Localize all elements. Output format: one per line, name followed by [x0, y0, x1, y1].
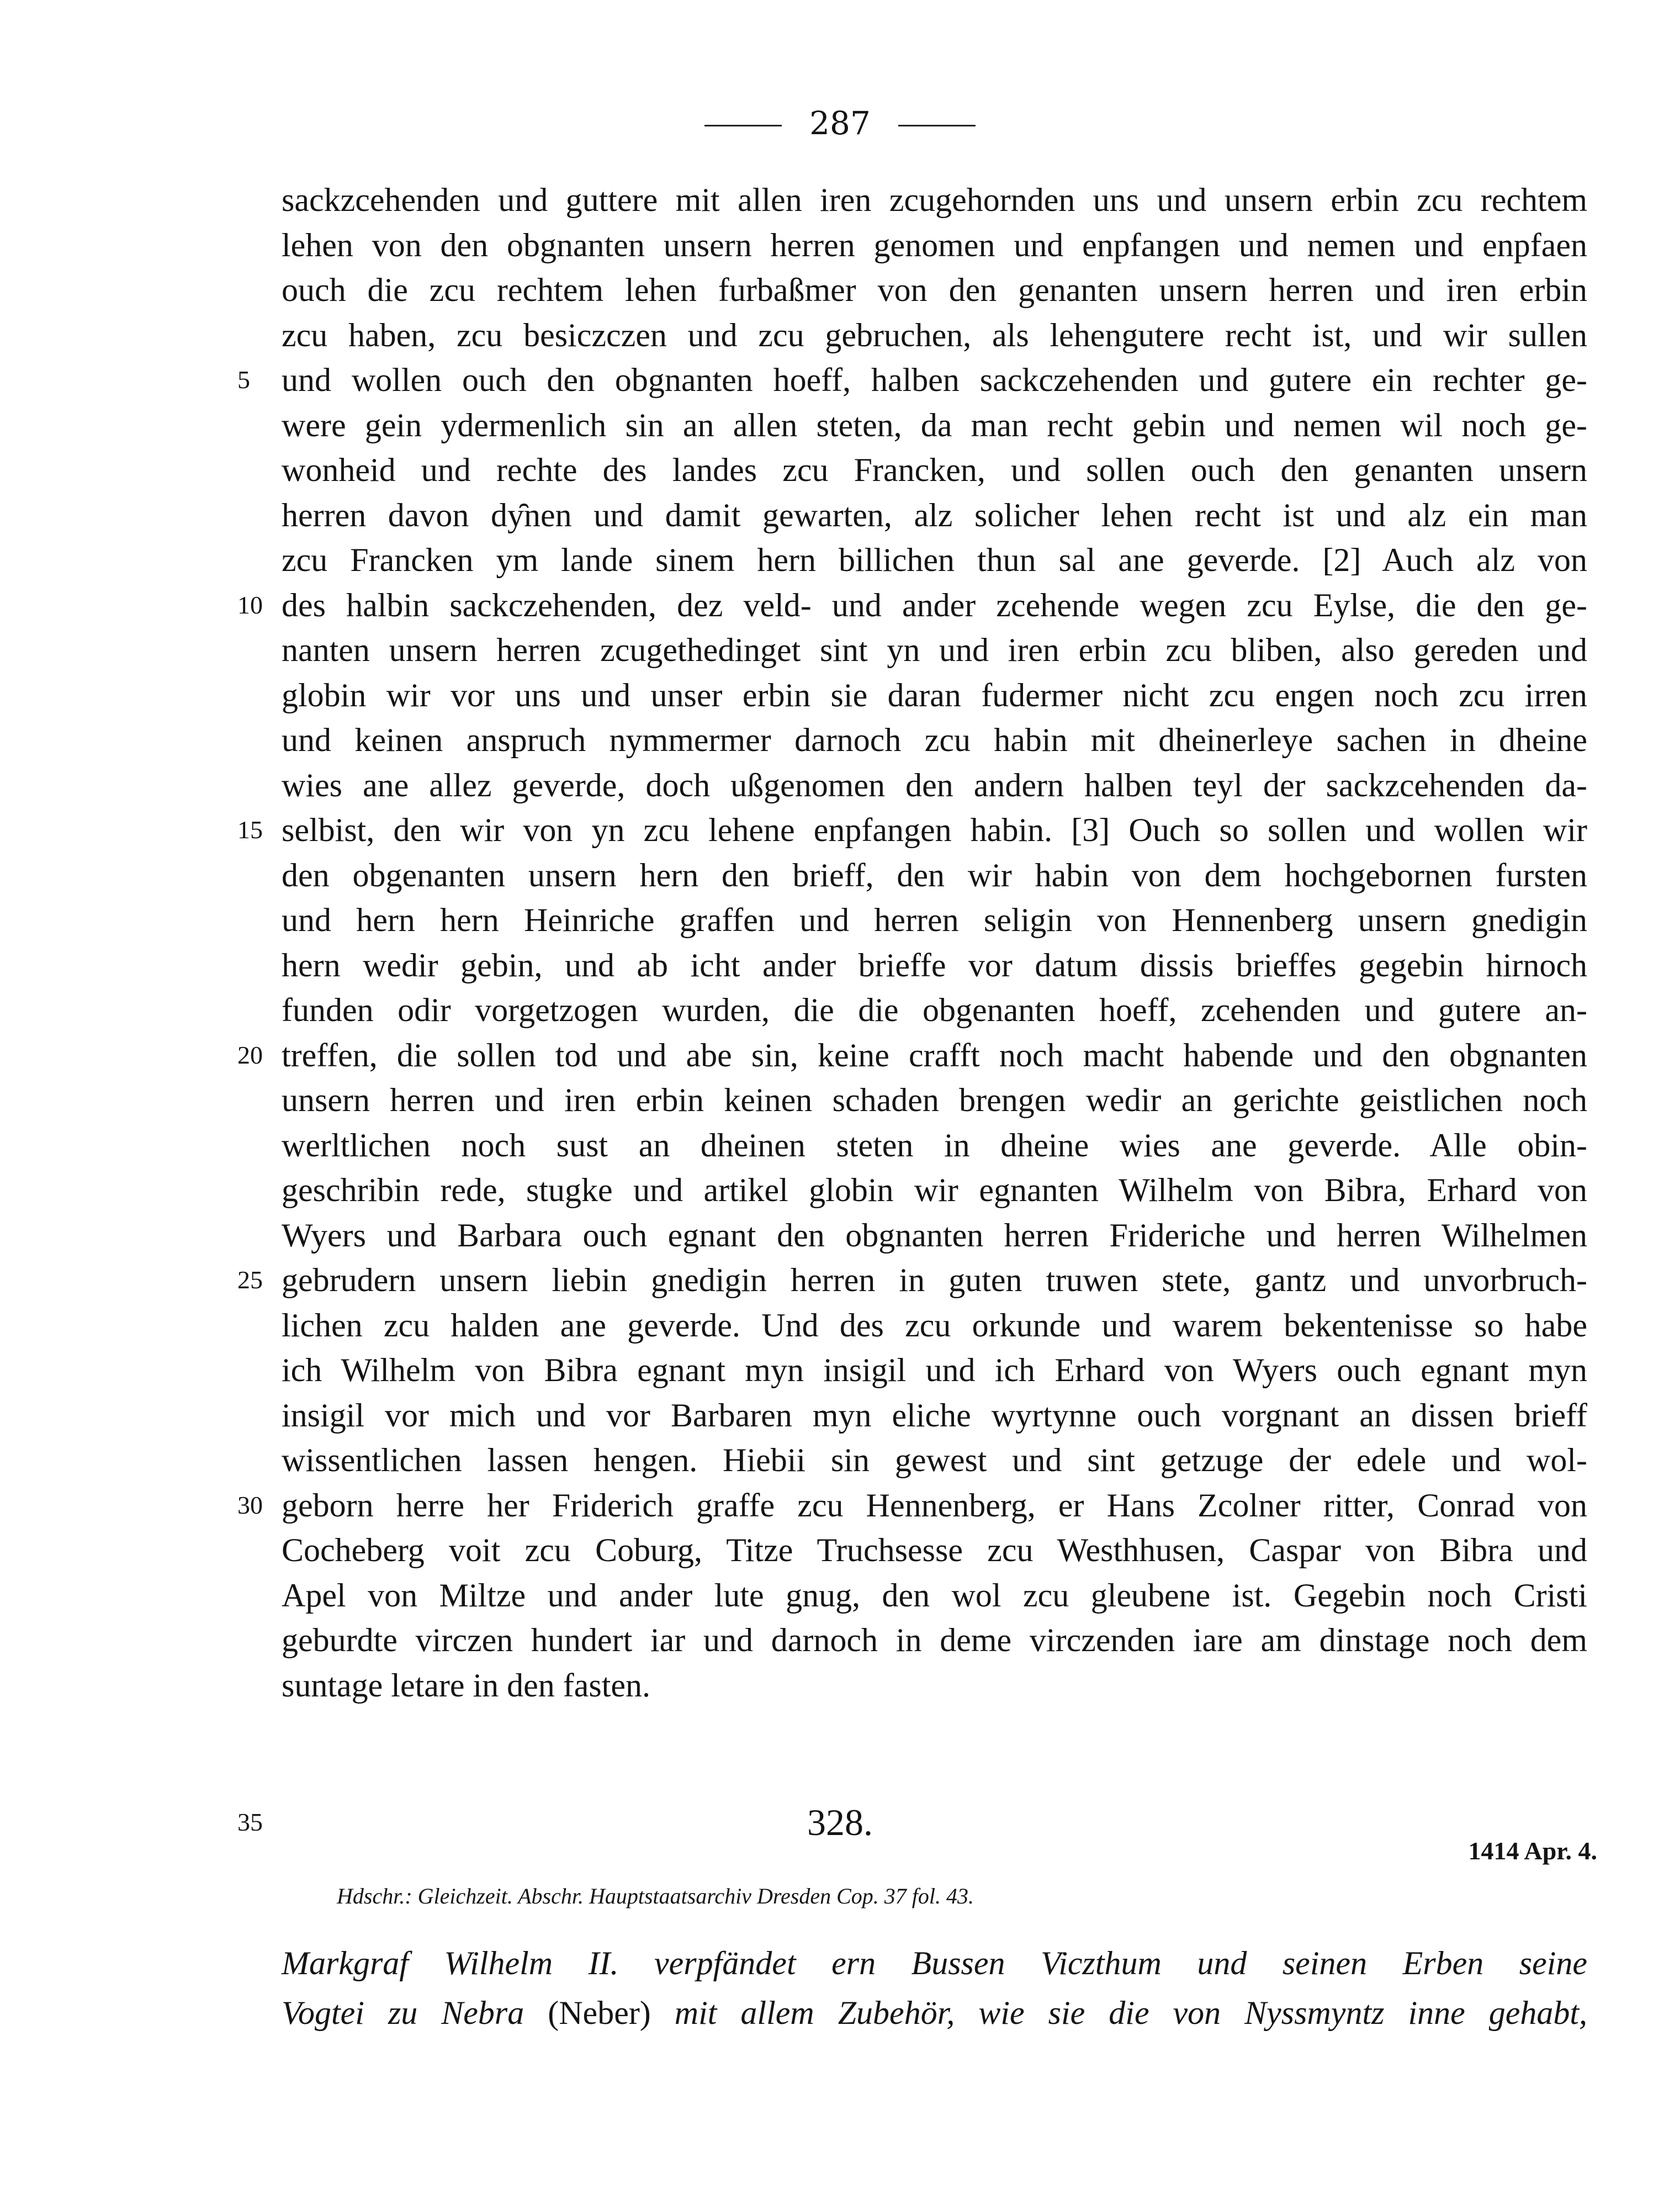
line-number: 30 — [237, 1491, 263, 1519]
body-line: insigil vor mich und vor Barbaren myn eliche wyrtynne ouch vorgnant an dissen brieff — [282, 1397, 1587, 1434]
body-line: Cocheberg voit zcu Coburg, Titze Truchsesse zcu Westhhusen, Caspar von Bibra und — [282, 1532, 1587, 1568]
body-line: geborn herre her Friderich graffe zcu Hennenberg, er Hans Zcolner ritter, Conrad von — [282, 1487, 1587, 1524]
body-line: lehen von den obgnanten unsern herren genomen und enpfangen und nemen und enpfaen — [282, 227, 1587, 263]
body-line: sackzcehenden und guttere mit allen iren zcugehornden uns und unsern erbin zcu rechtem — [282, 182, 1587, 218]
body-line: lichen zcu halden ane geverde. Und des zcu orkunde und warem bekentenisse so habe — [282, 1307, 1587, 1344]
body-line: funden odir vorgetzogen wurden, die die obgenanten hoeff, zcehenden und gutere an- — [282, 992, 1587, 1028]
body-line: wies ane allez geverde, doch ußgenomen den andern halben teyl der sackzcehenden da- — [282, 767, 1587, 803]
body-line: gebrudern unsern liebin gnedigin herren in guten truwen stete, gantz und unvorbruch- — [282, 1262, 1587, 1298]
source-note: Hdschr.: Gleichzeit. Abschr. Hauptstaatsarchiv Dresden Cop. 37 fol. 43. — [337, 1884, 974, 1908]
page-number: 287 — [809, 104, 871, 142]
regest-line-2-end: mit allem Zubehör, wie sie die von Nyssmyntz inne gehabt, — [674, 1995, 1588, 2031]
body-line: were gein ydermenlich sin an allen steten, da man recht gebin und nemen wil noch ge- — [282, 407, 1587, 443]
body-line: und hern hern Heinriche graffen und herren seligin von Hennenberg unsern gnedigin — [282, 902, 1587, 938]
document-number: 328. — [807, 1801, 873, 1843]
header-rule-left — [704, 125, 782, 126]
line-number: 5 — [237, 366, 250, 394]
line-number: 10 — [237, 591, 263, 619]
line-number: 25 — [237, 1266, 263, 1294]
body-line: hern wedir gebin, und ab icht ander brieffe vor datum dissis brieffes gegebin hirnoch — [282, 947, 1587, 984]
body-line: ouch die zcu rechtem lehen furbaßmer von den genanten unsern herren und iren erbin — [282, 272, 1587, 308]
line-number-35: 35 — [237, 1808, 263, 1836]
body-line: zcu Francken ym lande sinem hern billichen thun sal ane geverde. [2] Auch alz von — [282, 542, 1587, 578]
body-line: Wyers und Barbara ouch egnant den obgnanten herren Frideriche und herren Wilhelmen — [282, 1217, 1587, 1254]
body-line: wonheid und rechte des landes zcu Francken, und sollen ouch den genanten unsern — [282, 452, 1587, 488]
line-number: 15 — [237, 816, 263, 844]
body-line: zcu haben, zcu besiczczen und zcu gebruchen, als lehengutere recht ist, und wir sullen — [282, 317, 1587, 353]
body-line: werltlichen noch sust an dheinen steten in dheine wies ane geverde. Alle obin- — [282, 1127, 1587, 1164]
document-date: 1414 Apr. 4. — [1468, 1837, 1597, 1865]
regest-line-2 — [282, 1988, 1587, 2038]
body-line: herren davon dy̑nen und damit gewarten, alz solicher lehen recht ist und alz ein man — [282, 497, 1587, 533]
body-line: den obgenanten unsern hern den brieff, den wir habin von dem hochgebornen fursten — [282, 857, 1587, 893]
regest-line-1: Markgraf Wilhelm II. verpfändet ern Bussen Viczthum und seinen Erben seine — [282, 1945, 1587, 1981]
body-line: unsern herren und iren erbin keinen schaden brengen wedir an gerichte geistlichen noch — [282, 1082, 1587, 1118]
header-rule-right — [898, 125, 976, 126]
body-line: Apel von Miltze und ander lute gnug, den wol zcu gleubene ist. Gegebin noch Cristi — [282, 1577, 1587, 1614]
line-number: 20 — [237, 1041, 263, 1069]
body-line: ich Wilhelm von Bibra egnant myn insigil und ich Erhard von Wyers ouch egnant myn — [282, 1352, 1587, 1388]
body-line: globin wir vor uns und unser erbin sie daran fudermer nicht zcu engen noch zcu irren — [282, 677, 1587, 713]
regest-line-2-start: Vogtei zu Nebra — [282, 1995, 524, 2031]
body-line: suntage letare in den fasten. — [282, 1667, 651, 1704]
body-line: und wollen ouch den obgnanten hoeff, halben sackczehenden und gutere ein rechter ge- — [282, 362, 1587, 398]
body-line: selbist, den wir von yn zcu lehene enpfangen habin. [3] Ouch so sollen und wollen wir — [282, 812, 1587, 848]
body-line: und keinen anspruch nymmermer darnoch zcu habin mit dheinerleye sachen in dheine — [282, 722, 1587, 758]
body-line: treffen, die sollen tod und abe sin, keine crafft noch macht habende und den obgnanten — [282, 1037, 1587, 1074]
body-line: nanten unsern herren zcugethedinget sint yn und iren erbin zcu bliben, also gereden und — [282, 632, 1587, 668]
body-line: geburdte virczen hundert iar und darnoch in deme virczenden iare am dinstage noch dem — [282, 1622, 1587, 1658]
page-header — [0, 98, 1680, 148]
body-line: geschribin rede, stugke und artikel globin wir egnanten Wilhelm von Bibra, Erhard von — [282, 1172, 1587, 1208]
body-line: wissentlichen lassen hengen. Hiebii sin gewest und sint getzuge der edele und wol- — [282, 1442, 1587, 1478]
body-line: des halbin sackczehenden, dez veld- und ander zcehende wegen zcu Eylse, die den ge- — [282, 587, 1587, 623]
regest-line-2-paren: (Neber) — [548, 1995, 651, 2031]
